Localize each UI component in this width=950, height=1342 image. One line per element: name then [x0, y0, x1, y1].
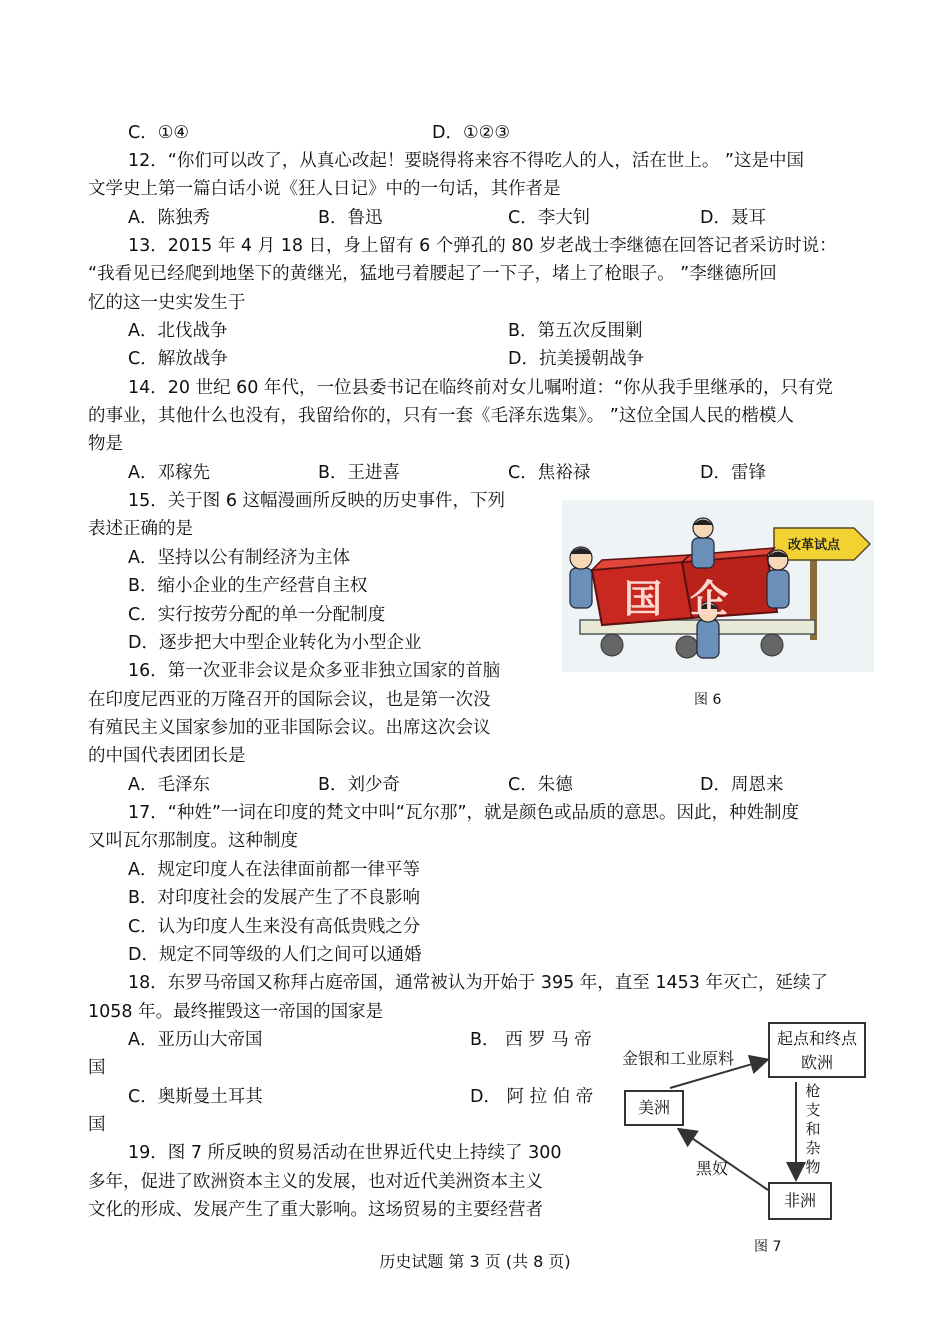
q15-stem-line1: 15．关于图 6 这幅漫画所反映的历史事件，下列 — [128, 491, 506, 511]
q16-stem-line3: 有殖民主义国家参加的亚非国际会议。出席这次会议 — [88, 718, 491, 738]
figure6-block-label: 国企 — [623, 577, 756, 621]
q13-stem-line3: 忆的这一史实发生于 — [88, 293, 246, 313]
figure6-caption: 图 6 — [694, 692, 722, 708]
q13-stem-line2: “我看见已经爬到地堡下的黄继光，猛地弓着腰起了一下子，堵上了枪眼子。 ”李继德所回 — [88, 264, 777, 284]
q14-option-a: A．邓稼先 — [128, 463, 210, 483]
q13-option-a: A．北伐战争 — [128, 321, 228, 341]
q18-option-d: D． 阿 拉 伯 帝 — [470, 1087, 594, 1107]
q17-option-c: C．认为印度人生来没有高低贵贱之分 — [128, 917, 421, 937]
q17-option-a: A．规定印度人在法律面前都一律平等 — [128, 860, 420, 880]
q17-stem-line1: 17．“种姓”一词在印度的梵文中叫“瓦尔那”，就是颜色或品质的意思。因此，种姓制度 — [128, 803, 800, 823]
q13-option-c: C．解放战争 — [128, 349, 228, 369]
q12-option-b: B．鲁迅 — [318, 208, 383, 228]
q16-stem-line4: 的中国代表团团长是 — [88, 746, 246, 766]
q14-option-b: B．王进喜 — [318, 463, 401, 483]
q12-stem-line2: 文学史上第一篇白话小说《狂人日记》中的一句话，其作者是 — [88, 179, 561, 199]
q14-option-d: D．雷锋 — [700, 463, 766, 483]
figure7-box-america: 美洲 — [624, 1090, 684, 1126]
q12-option-c: C．李大钊 — [508, 208, 591, 228]
figure7-caption: 图 7 — [754, 1239, 782, 1255]
q17-option-b: B．对印度社会的发展产生了不良影响 — [128, 888, 421, 908]
q14-option-c: C．焦裕禄 — [508, 463, 591, 483]
q14-stem-line2: 的事业，其他什么也没有，我留给你的，只有一套《毛泽东选集》。 ”这位全国人民的楷模人 — [88, 406, 794, 426]
figure7-box-europe: 起点和终点 欧洲 — [768, 1022, 866, 1078]
q16-stem-line1: 16．第一次亚非会议是众多亚非独立国家的首脑 — [128, 661, 501, 681]
q19-stem-line2: 多年，促进了欧洲资本主义的发展，也对近代美洲资本主义 — [88, 1172, 543, 1192]
q12-option-d: D．聂耳 — [700, 208, 766, 228]
q11-option-c: C．①④ — [128, 123, 190, 143]
q14-stem-line1: 14．20 世纪 60 年代，一位县委书记在临终前对女儿嘱咐道：“你从我手里继承的，只有党 — [128, 378, 834, 398]
figure7-label-top: 金银和工业原料 — [622, 1049, 735, 1068]
q18-option-b: B． 西 罗 马 帝 — [470, 1030, 592, 1050]
q17-option-d: D．规定不同等级的人们之间可以通婚 — [128, 945, 422, 965]
figure6-cartoon — [562, 500, 874, 672]
q12-stem-line1: 12．“你们可以改了，从真心改起！要晓得将来容不得吃人的人，活在世上。 ”这是中国 — [128, 151, 804, 171]
q18-option-c: C．奥斯曼土耳其 — [128, 1087, 263, 1107]
q19-stem-line1: 19．图 7 所反映的贸易活动在世界近代史上持续了 300 — [128, 1143, 562, 1163]
q13-stem-line1: 13．2015 年 4 月 18 日，身上留有 6 个弹孔的 80 岁老战士李继德在回答记者采访时说： — [128, 236, 837, 256]
figure7-diagram — [618, 1010, 878, 1232]
q18-stem-line1: 18．东罗马帝国又称拜占庭帝国，通常被认为开始于 395 年，直至 1453 年灭亡，延续了 — [128, 973, 828, 993]
q16-option-b: B．刘少奇 — [318, 775, 401, 795]
q11-option-d: D．①②③ — [432, 123, 511, 143]
q15-option-d: D．逐步把大中型企业转化为小型企业 — [128, 633, 422, 653]
q14-stem-line3: 物是 — [88, 434, 123, 454]
figure7-label-right: 枪支和杂物 — [805, 1082, 821, 1176]
q15-option-a: A．坚持以公有制经济为主体 — [128, 548, 350, 568]
q16-option-d: D．周恩来 — [700, 775, 784, 795]
q16-stem-line2: 在印度尼西亚的万隆召开的国际会议，也是第一次没 — [88, 690, 491, 710]
q13-option-d: D．抗美援朝战争 — [508, 349, 644, 369]
q19-stem-line3: 文化的形成、发展产生了重大影响。这场贸易的主要经营者 — [88, 1200, 543, 1220]
q16-option-a: A．毛泽东 — [128, 775, 210, 795]
q18-option-b-wrap: 国 — [88, 1058, 106, 1078]
q12-option-a: A．陈独秀 — [128, 208, 210, 228]
page-footer: 历史试题 第 3 页 (共 8 页) — [379, 1252, 571, 1271]
q18-option-a: A．亚历山大帝国 — [128, 1030, 263, 1050]
figure7-label-left: 黑奴 — [696, 1159, 729, 1178]
q15-option-c: C．实行按劳分配的单一分配制度 — [128, 605, 386, 625]
q17-stem-line2: 又叫瓦尔那制度。这种制度 — [88, 831, 298, 851]
q16-option-c: C．朱德 — [508, 775, 573, 795]
figure7-box-africa: 非洲 — [768, 1182, 832, 1220]
q18-stem-line2: 1058 年。最终摧毁这一帝国的国家是 — [88, 1002, 384, 1022]
q15-stem-line2: 表述正确的是 — [88, 519, 193, 539]
q15-option-b: B．缩小企业的生产经营自主权 — [128, 576, 368, 596]
figure6-sign-label: 改革试点 — [787, 538, 840, 553]
q18-option-d-wrap: 国 — [88, 1115, 106, 1135]
q13-option-b: B．第五次反围剿 — [508, 321, 643, 341]
